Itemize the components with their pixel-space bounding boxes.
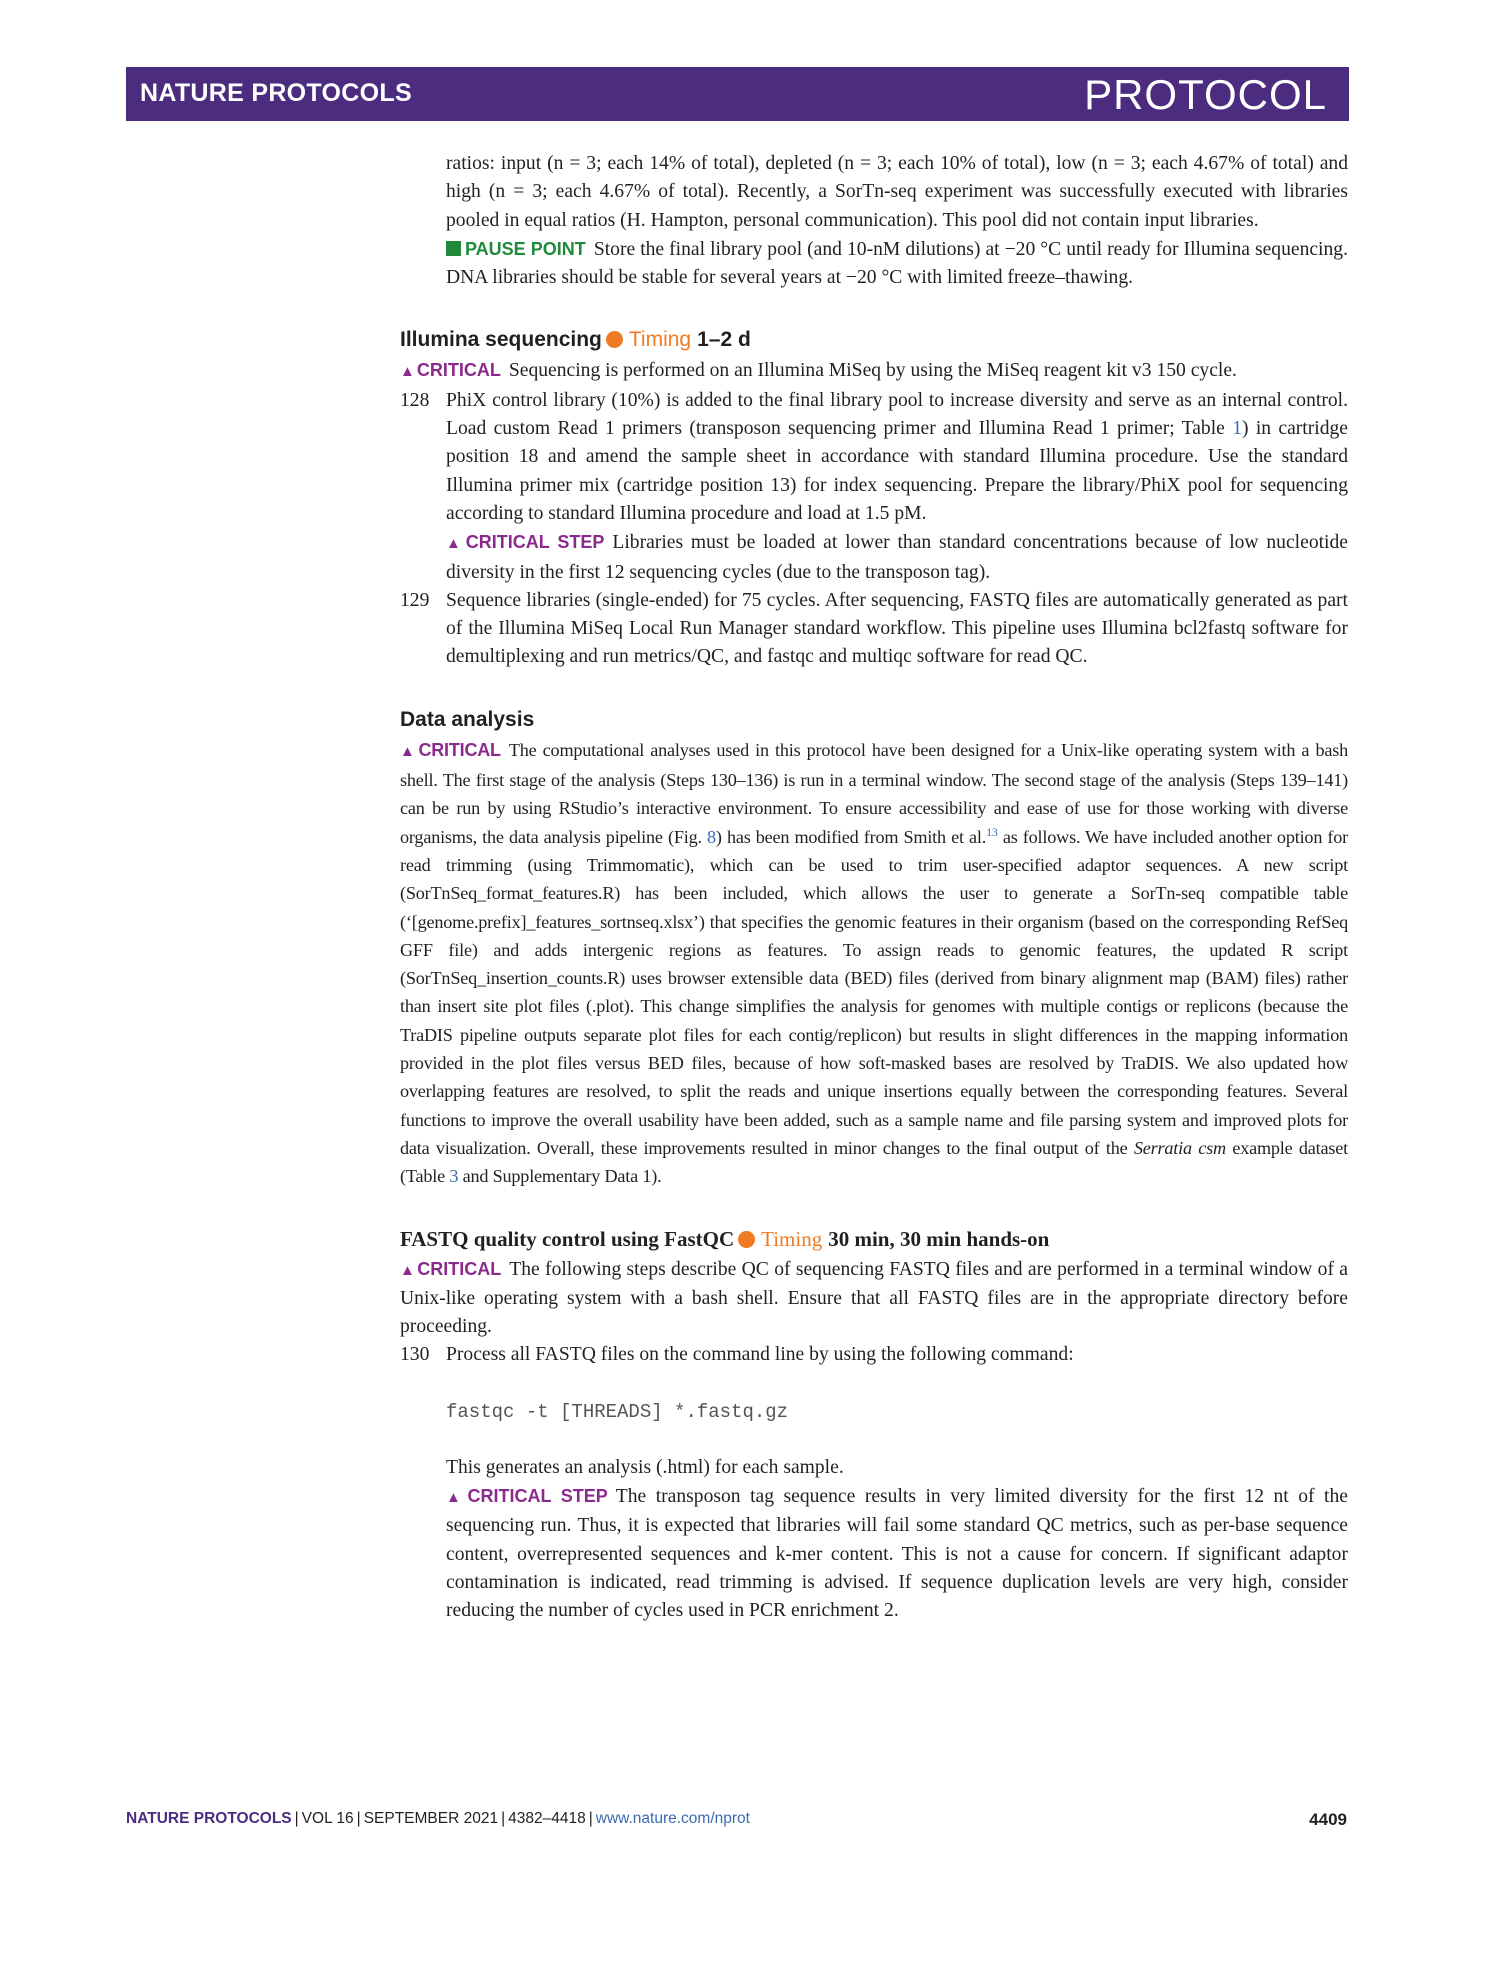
page-body	[400, 150, 1348, 1625]
pause-point	[400, 235, 1348, 293]
data-analysis-paragraph: ▲ CRITICAL The computational analyses used in this protocol have been designed for a Unix-like operating system with a bash shell. The first stage of the analysis (Steps 130–136) is run in a terminal window. The second stage of the analysis (Steps 139–141) can be run by using RStudio’s interactive environment. To ensure accessibility and ease of use for those working with diverse organisms, the data analysis pipeline (Fig. 8) has been modified from Smith et al.$^{13}$ as follows. We have included another option for read trimming (using Trimmomatic), which can be used to trim user-specified adaptor sequences. A new script (SorTnSeq_format_features.R) has been included, which allows the user to generate a SorTn-seq compatible table (‘[genome.prefix]_features_sortnseq.xlsx’) that specifies the genomic features in their organism (based on the corresponding RefSeq GFF file) and adds intergenic regions as features. To assign reads to genomic features, the updated R script (SorTnSeq_insertion_counts.R) uses browser extensible data (BED) files (derived from binary alignment map (BAM) files) rather than insert site plot files (.plot). This change simplifies the analysis for genomes with multiple contigs or replicons (because the TraDIS pipeline outputs separate plot files for each contig/replicon) but results in slight differences in the mapping information provided in the plot files versus BED files, because of how soft-masked bases are resolved by TraDIS. We also updated how overlapping features are resolved, to split the reads and unique insertions equally between the corresponding features. Several functions to improve the overall usability have been added, such as a sample name and file parsing system and improved plots for data visualization. Overall, these improvements resulted in minor changes to the final output of the Serratia csm example dataset (Table 3 and Supplementary Data 1).	[400, 739, 1349, 1187]
critical-step-label: ▲ CRITICAL STEP	[446, 532, 605, 553]
footer-journal: NATURE PROTOCOLS	[126, 1810, 292, 1827]
triangle-icon: ▲	[400, 742, 417, 760]
step-128: 128 PhiX control library (10%) is added to the final library pool to increase diversity and serve as an internal control. Load custom Read 1 primers (transposon sequencing primer and Illumina Read 1 primer; Table 1) in cartridge position 18 and amend the sample sheet in accordance with standard Illumina procedure. Use the standard Illumina primer mix (cartridge position 13) for index sequencing. Prepare the library/PhiX pool for sequencing according to standard Illumina procedure and load at 1.5 pM. ▲ CRITICAL STEP Libraries must be loaded at lower than standard concentrations because of low nucleotide diversity in the first 12 sequencing cycles (due to the transposon tag).	[400, 387, 1348, 587]
footer-pages: 4382–4418	[508, 1810, 586, 1827]
critical-label: ▲ CRITICAL	[400, 1258, 502, 1279]
section-heading-illumina: Illumina sequencing Timing 1–2 d	[400, 328, 751, 352]
step-number: 128	[400, 389, 430, 411]
pause-point-label: PAUSE POINT	[446, 239, 586, 259]
timing-dot-icon	[606, 331, 623, 348]
triangle-icon: ▲	[400, 1261, 416, 1279]
footer-volume: VOL 16	[301, 1810, 354, 1827]
reference-link[interactable]: 13	[986, 824, 998, 839]
pause-point-text: Store the final library pool (and 10-nM dilutions) at −20 °C until ready for Illumina sequencing. DNA libraries should be stable for several years at −20 °C with limited freeze–thawing.	[446, 238, 1348, 289]
step-number: 129	[400, 589, 430, 611]
critical-step-130: ▲ CRITICAL STEP The transposon tag sequence results in very limited diversity for the first 12 nt of the sequencing run. Thus, it is expected that libraries will fail some standard QC metrics, such as per-base sequence content, overrepresented sequences and k-mer content. This is not a cause for concern. If significant adaptor contamination is indicated, read trimming is advised. If sequence duplication levels are very high, consider reducing the number of cycles used in PCR enrichment 2.	[446, 1485, 1348, 1622]
page-footer: NATURE PROTOCOLS | VOL 16 | SEPTEMBER 2021 | 4382–4418 | www.nature.com/nprot 4409	[126, 1810, 1347, 1829]
journal-header-bar	[126, 67, 1349, 121]
footer-url[interactable]: www.nature.com/nprot	[595, 1810, 750, 1827]
triangle-icon: ▲	[400, 363, 415, 381]
command-line: fastqc -t [THREADS] *.fastq.gz	[446, 1400, 789, 1423]
step-129: 129 Sequence libraries (single-ended) for 75 cycles. After sequencing, FASTQ files are automatically generated as part of the Illumina MiSeq Local Run Manager standard workflow. This pipeline uses Illumina bcl2fastq software for demultiplexing and run metrics/QC, and fastqc and multiqc software for read QC.	[400, 587, 1348, 672]
page-number: 4409	[1309, 1810, 1347, 1829]
section-heading-fastqc: FASTQ quality control using FastQC Timing 30 min, 30 min hands-on	[400, 1226, 1050, 1251]
table-link[interactable]: 3	[449, 1166, 459, 1187]
section-heading-data-analysis: Data analysis	[400, 707, 535, 731]
table-link[interactable]: 1	[1232, 418, 1242, 440]
triangle-icon: ▲	[446, 1488, 466, 1506]
fastqc-critical: ▲ CRITICAL The following steps describe QC of sequencing FASTQ files and are performed in a terminal window of a Unix-like operating system with a bash shell. Ensure that all FASTQ files are in the appropriate directory before proceeding.	[400, 1258, 1348, 1338]
triangle-icon: ▲	[446, 535, 464, 553]
critical-label: ▲ CRITICAL	[400, 360, 501, 381]
footer-date: SEPTEMBER 2021	[363, 1810, 499, 1827]
critical-label: ▲ CRITICAL	[400, 739, 501, 760]
illumina-critical: ▲ CRITICAL Sequencing is performed on an Illumina MiSeq by using the MiSeq reagent kit v3 150 cycle.	[400, 360, 1237, 382]
intro-text: ratios: input (n = 3; each 14% of total), depleted (n = 3; each 10% of total), low (n = 3; each 4.67% of total) and high (n = 3; each 4.67% of total). Recently, a SorTn-seq experiment was successfully executed with libraries pooled in equal ratios (H. Hampton, personal communication). This pool did not contain input libraries.	[446, 153, 1348, 231]
step-number: 130	[400, 1344, 430, 1366]
intro-paragraph	[400, 150, 1348, 235]
species-name: Serratia csm	[1133, 1137, 1226, 1158]
critical-step-label: ▲ CRITICAL STEP	[446, 1485, 608, 1506]
step-130: 130 Process all FASTQ files on the command line by using the following command:	[400, 1341, 1348, 1369]
square-icon	[446, 241, 461, 256]
critical-step-128: ▲ CRITICAL STEP Libraries must be loaded at lower than standard concentrations because of low nucleotide diversity in the first 12 sequencing cycles (due to the transposon tag).	[446, 532, 1348, 583]
figure-link[interactable]: 8	[707, 826, 716, 847]
journal-name: NATURE PROTOCOLS	[140, 79, 412, 107]
after-command-text: This generates an analysis (.html) for each sample.	[446, 1456, 844, 1478]
timing-dot-icon	[738, 1231, 755, 1248]
article-type: PROTOCOL	[1084, 71, 1327, 118]
